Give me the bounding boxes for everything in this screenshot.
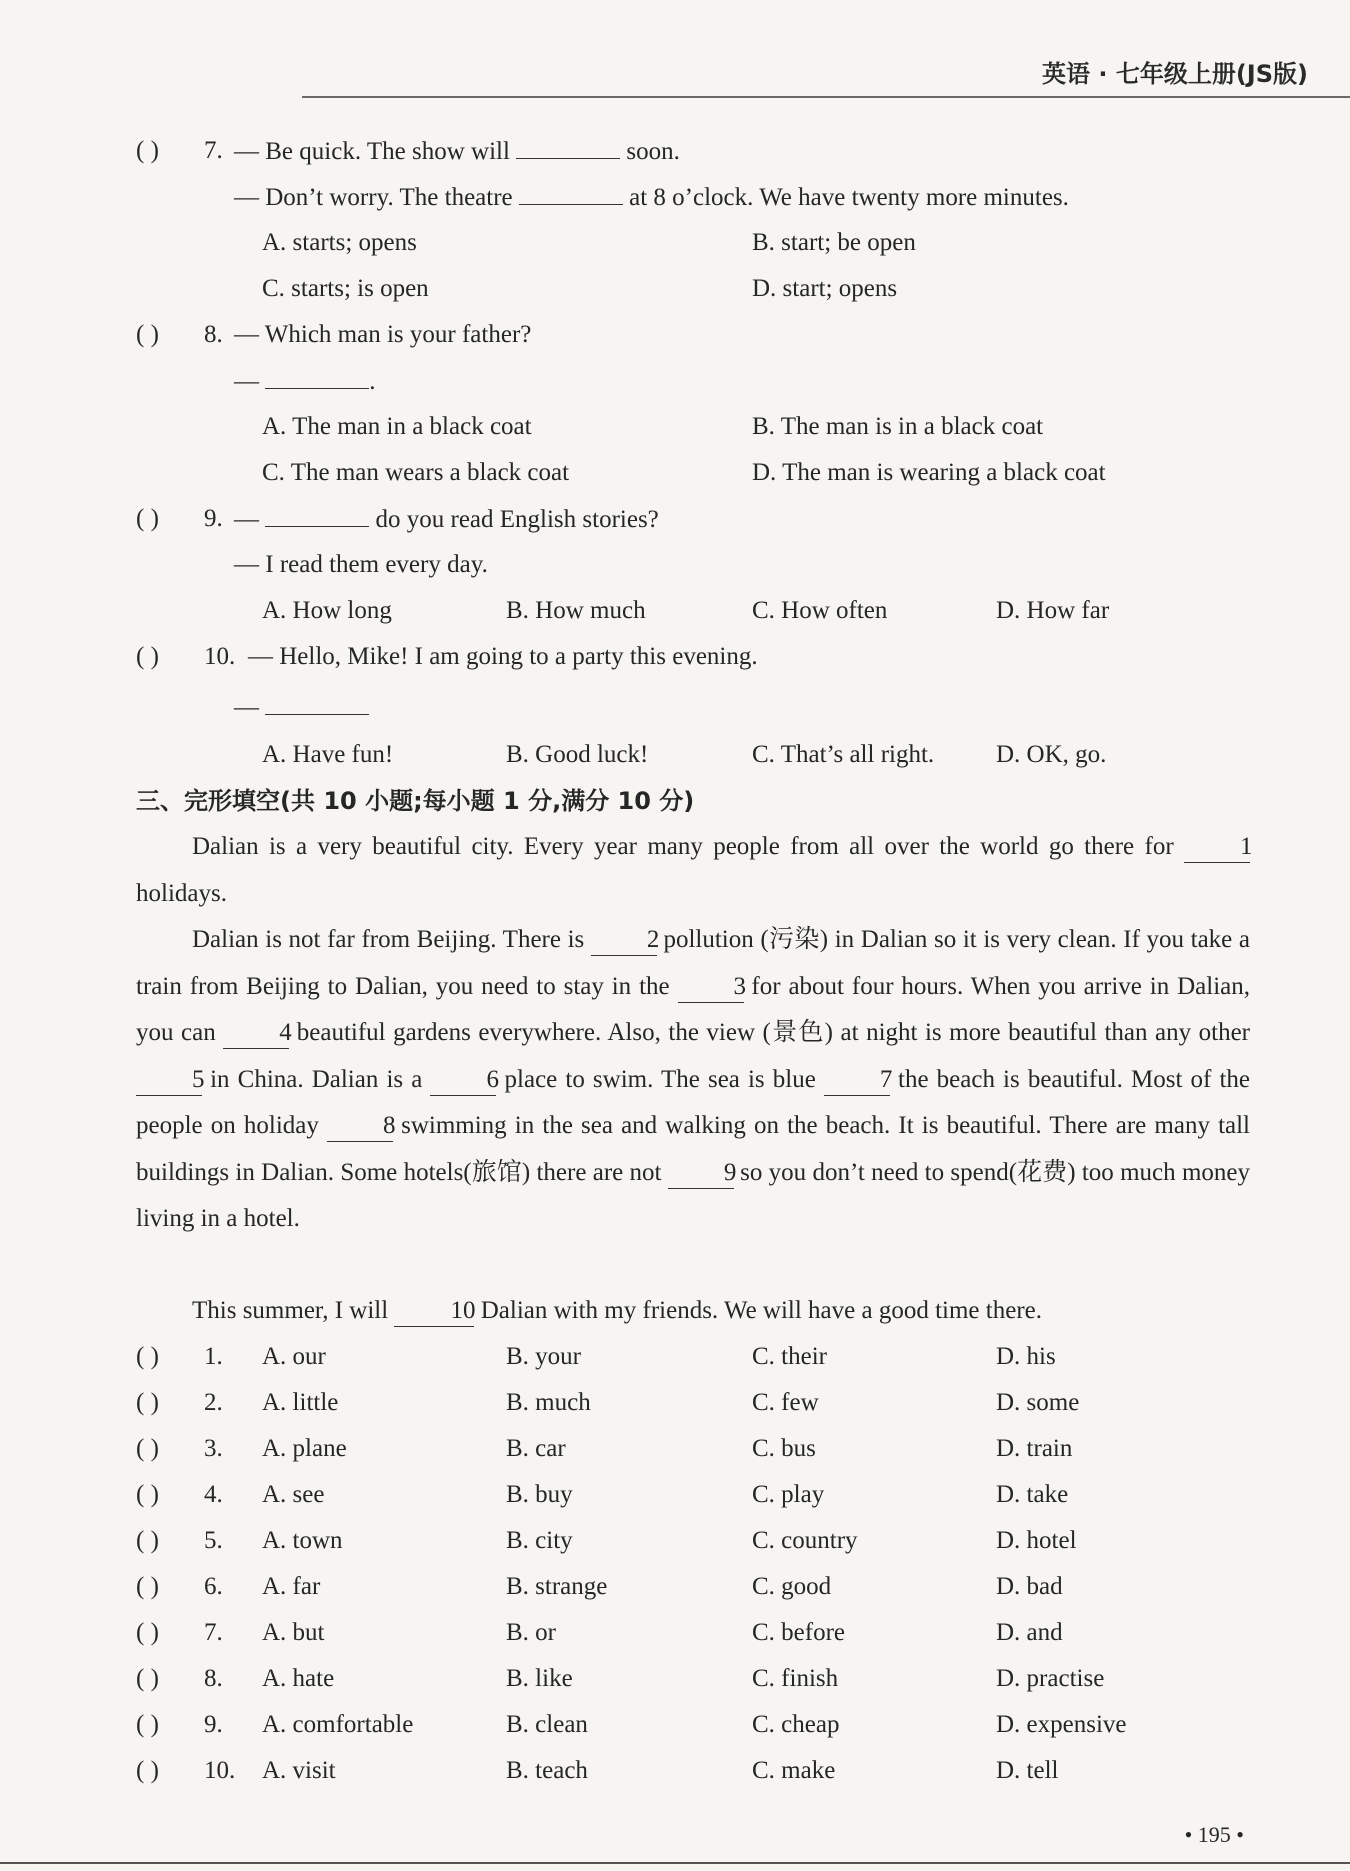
cloze-option-row — [0, 1426, 1350, 1472]
cloze-option-row — [0, 1748, 1350, 1794]
question-10-reply — [0, 684, 1350, 730]
question-text: — I read them every day. — [234, 551, 488, 578]
cloze-blank-3[interactable]: 3 — [678, 972, 744, 1003]
cloze-option-row — [0, 1380, 1350, 1426]
question-number: 9. — [204, 1711, 223, 1738]
question-text: — Hello, Mike! I am going to a party this evening. — [248, 643, 758, 670]
question-text: — Be quick. The show will soon. — [234, 128, 680, 175]
answer-paren[interactable]: ( ) — [136, 1481, 159, 1508]
option-a[interactable]: A. The man in a black coat — [262, 413, 532, 440]
page-number: • 195 • — [1184, 1822, 1244, 1847]
option-a[interactable]: A. Have fun! — [262, 741, 394, 768]
answer-paren[interactable]: ( ) — [136, 1343, 159, 1370]
option-b[interactable]: B. or — [506, 1619, 556, 1646]
question-7-options-row1 — [0, 220, 1350, 266]
option-a[interactable]: A. plane — [262, 1435, 347, 1462]
question-text: — do you read English stories? — [234, 496, 659, 543]
option-d[interactable]: D. some — [996, 1389, 1080, 1416]
option-b[interactable]: B. How much — [506, 597, 646, 624]
option-c[interactable]: C. their — [752, 1343, 827, 1370]
cloze-option-row — [0, 1472, 1350, 1518]
question-8-options-row2 — [0, 450, 1350, 496]
option-d[interactable]: D. and — [996, 1619, 1063, 1646]
answer-blank[interactable] — [519, 174, 623, 205]
option-d[interactable]: D. practise — [996, 1665, 1105, 1692]
option-b[interactable]: B. much — [506, 1389, 591, 1416]
option-d[interactable]: D. start; opens — [752, 275, 898, 302]
question-8-reply — [0, 358, 1350, 404]
option-a[interactable]: A. town — [262, 1527, 343, 1554]
answer-blank[interactable] — [516, 128, 620, 159]
answer-blank[interactable] — [265, 358, 369, 389]
option-b[interactable]: B. The man is in a black coat — [752, 413, 1044, 440]
question-number: 10. — [204, 643, 236, 670]
answer-paren[interactable]: ( ) — [136, 1435, 159, 1462]
answer-paren[interactable]: ( ) — [136, 1389, 159, 1416]
question-number: 7. — [204, 1619, 223, 1646]
answer-paren[interactable]: ( ) — [136, 643, 159, 670]
option-a[interactable]: A. hate — [262, 1665, 335, 1692]
cloze-option-row — [0, 1564, 1350, 1610]
answer-blank[interactable] — [265, 684, 369, 715]
option-c[interactable]: C. country — [752, 1527, 858, 1554]
question-number: 10. — [204, 1757, 236, 1784]
option-d[interactable]: D. hotel — [996, 1527, 1077, 1554]
answer-paren[interactable]: ( ) — [136, 1665, 159, 1692]
option-a[interactable]: A. our — [262, 1343, 326, 1370]
option-b[interactable]: B. buy — [506, 1481, 573, 1508]
option-b[interactable]: B. start; be open — [752, 229, 916, 256]
question-text: — Which man is your father? — [234, 321, 532, 348]
question-10-options — [0, 732, 1350, 778]
question-number: 5. — [204, 1527, 223, 1554]
option-a[interactable]: A. How long — [262, 597, 392, 624]
option-d[interactable]: D. his — [996, 1343, 1056, 1370]
question-number: 7. — [204, 137, 223, 164]
option-c[interactable]: C. good — [752, 1573, 832, 1600]
option-c[interactable]: C. That’s all right. — [752, 741, 935, 768]
cloze-blank-4[interactable]: 4 — [223, 1018, 289, 1049]
option-a[interactable]: A. see — [262, 1481, 325, 1508]
option-c[interactable]: C. make — [752, 1757, 836, 1784]
question-number: 3. — [204, 1435, 223, 1462]
option-b[interactable]: B. city — [506, 1527, 573, 1554]
option-b[interactable]: B. your — [506, 1343, 581, 1370]
option-a[interactable]: A. but — [262, 1619, 325, 1646]
cloze-blank-1[interactable]: 1 — [1184, 832, 1250, 863]
option-c[interactable]: C. finish — [752, 1665, 839, 1692]
cloze-option-row — [0, 1610, 1350, 1656]
option-a[interactable]: A. starts; opens — [262, 229, 417, 256]
book-header-title: 英语 · 七年级上册(JS版) — [1042, 60, 1308, 88]
question-number: 4. — [204, 1481, 223, 1508]
option-d[interactable]: D. tell — [996, 1757, 1059, 1784]
option-d[interactable]: D. take — [996, 1481, 1069, 1508]
option-c[interactable]: C. How often — [752, 597, 888, 624]
cloze-option-row — [0, 1656, 1350, 1702]
question-number: 1. — [204, 1343, 223, 1370]
option-d[interactable]: D. train — [996, 1435, 1073, 1462]
option-d[interactable]: D. The man is wearing a black coat — [752, 459, 1106, 486]
answer-paren[interactable]: ( ) — [136, 137, 159, 164]
option-a[interactable]: A. comfortable — [262, 1711, 414, 1738]
cloze-option-row — [0, 1702, 1350, 1748]
option-c[interactable]: C. The man wears a black coat — [262, 459, 570, 486]
answer-paren[interactable]: ( ) — [136, 505, 159, 532]
cloze-blank-5[interactable]: 5 — [136, 1065, 202, 1096]
footer-divider — [0, 1862, 1350, 1864]
question-8-stem — [0, 312, 1350, 358]
cloze-blank-10[interactable]: 10 — [394, 1296, 474, 1327]
answer-paren[interactable]: ( ) — [136, 1573, 159, 1600]
question-9-reply — [0, 542, 1350, 588]
option-d[interactable]: D. expensive — [996, 1711, 1127, 1738]
passage-paragraph-3: This summer, I will 10 Dalian with my friends. We will have a good time there. — [136, 1288, 1250, 1335]
answer-blank[interactable] — [265, 496, 369, 527]
question-7-reply — [0, 174, 1350, 220]
answer-paren[interactable]: ( ) — [136, 1711, 159, 1738]
option-b[interactable]: B. strange — [506, 1573, 608, 1600]
cloze-option-row — [0, 1518, 1350, 1564]
question-9-stem — [0, 496, 1350, 542]
option-b[interactable]: B. clean — [506, 1711, 588, 1738]
option-b[interactable]: B. teach — [506, 1757, 588, 1784]
option-b[interactable]: B. like — [506, 1665, 573, 1692]
question-text: — . — [234, 358, 376, 405]
option-d[interactable]: D. How far — [996, 597, 1110, 624]
passage-paragraph-2: Dalian is not far from Beijing. There is 2 pollution (污染) in Dalian so it is very clean. If you take a train from Beijing to Dalian, you need to stay in the 3 for about four hours. When you arrive in Dalian, you can 4 beautiful gardens everywhere. Also, the view (景色) at night is more beautiful than any other 5 in China. Dalian is a 6 place to swim. The sea is blue 7 the beach is beautiful. Most of the people on holiday 8 swimming in the sea and walking on the beach. It is beautiful. There are many tall buildings in Dalian. Some hotels(旅馆) there are not 9 so you don’t need to spend(花费) too much money living in a hotel. — [136, 926, 1251, 1232]
question-number: 9. — [204, 505, 223, 532]
option-b[interactable]: B. car — [506, 1435, 566, 1462]
question-number: 8. — [204, 1665, 223, 1692]
answer-paren[interactable]: ( ) — [136, 1619, 159, 1646]
option-a[interactable]: A. visit — [262, 1757, 336, 1784]
question-10-stem — [0, 634, 1350, 680]
answer-paren[interactable]: ( ) — [136, 1757, 159, 1784]
option-d[interactable]: D. bad — [996, 1573, 1063, 1600]
question-number: 2. — [204, 1389, 223, 1416]
question-7-options-row2 — [0, 266, 1350, 312]
cloze-option-row — [0, 1334, 1350, 1380]
passage-paragraph-1: Dalian is a very beautiful city. Every year many people from all over the world go there for 1 holidays. — [136, 833, 1253, 907]
option-a[interactable]: A. far — [262, 1573, 321, 1600]
option-c[interactable]: C. few — [752, 1389, 819, 1416]
option-c[interactable]: C. bus — [752, 1435, 816, 1462]
option-b[interactable]: B. Good luck! — [506, 741, 649, 768]
option-d[interactable]: D. OK, go. — [996, 741, 1107, 768]
question-text: — Don’t worry. The theatre at 8 o’clock. We have twenty more minutes. — [234, 174, 1069, 221]
cloze-blank-9[interactable]: 9 — [668, 1158, 734, 1189]
cloze-blank-8[interactable]: 8 — [327, 1111, 393, 1142]
question-text: — — [234, 684, 369, 731]
question-number: 8. — [204, 321, 223, 348]
option-c[interactable]: C. play — [752, 1481, 825, 1508]
cloze-blank-6[interactable]: 6 — [430, 1065, 496, 1096]
option-c[interactable]: C. cheap — [752, 1711, 840, 1738]
cloze-blank-2[interactable]: 2 — [591, 925, 657, 956]
answer-paren[interactable]: ( ) — [136, 321, 159, 348]
cloze-blank-7[interactable]: 7 — [824, 1065, 890, 1096]
section-heading: 三、完形填空(共 10 小题;每小题 1 分,满分 10 分) — [136, 787, 695, 815]
option-a[interactable]: A. little — [262, 1389, 339, 1416]
answer-paren[interactable]: ( ) — [136, 1527, 159, 1554]
question-7-stem — [0, 128, 1350, 174]
option-c[interactable]: C. starts; is open — [262, 275, 429, 302]
question-number: 6. — [204, 1573, 223, 1600]
option-c[interactable]: C. before — [752, 1619, 846, 1646]
question-8-options-row1 — [0, 404, 1350, 450]
question-9-options — [0, 588, 1350, 634]
